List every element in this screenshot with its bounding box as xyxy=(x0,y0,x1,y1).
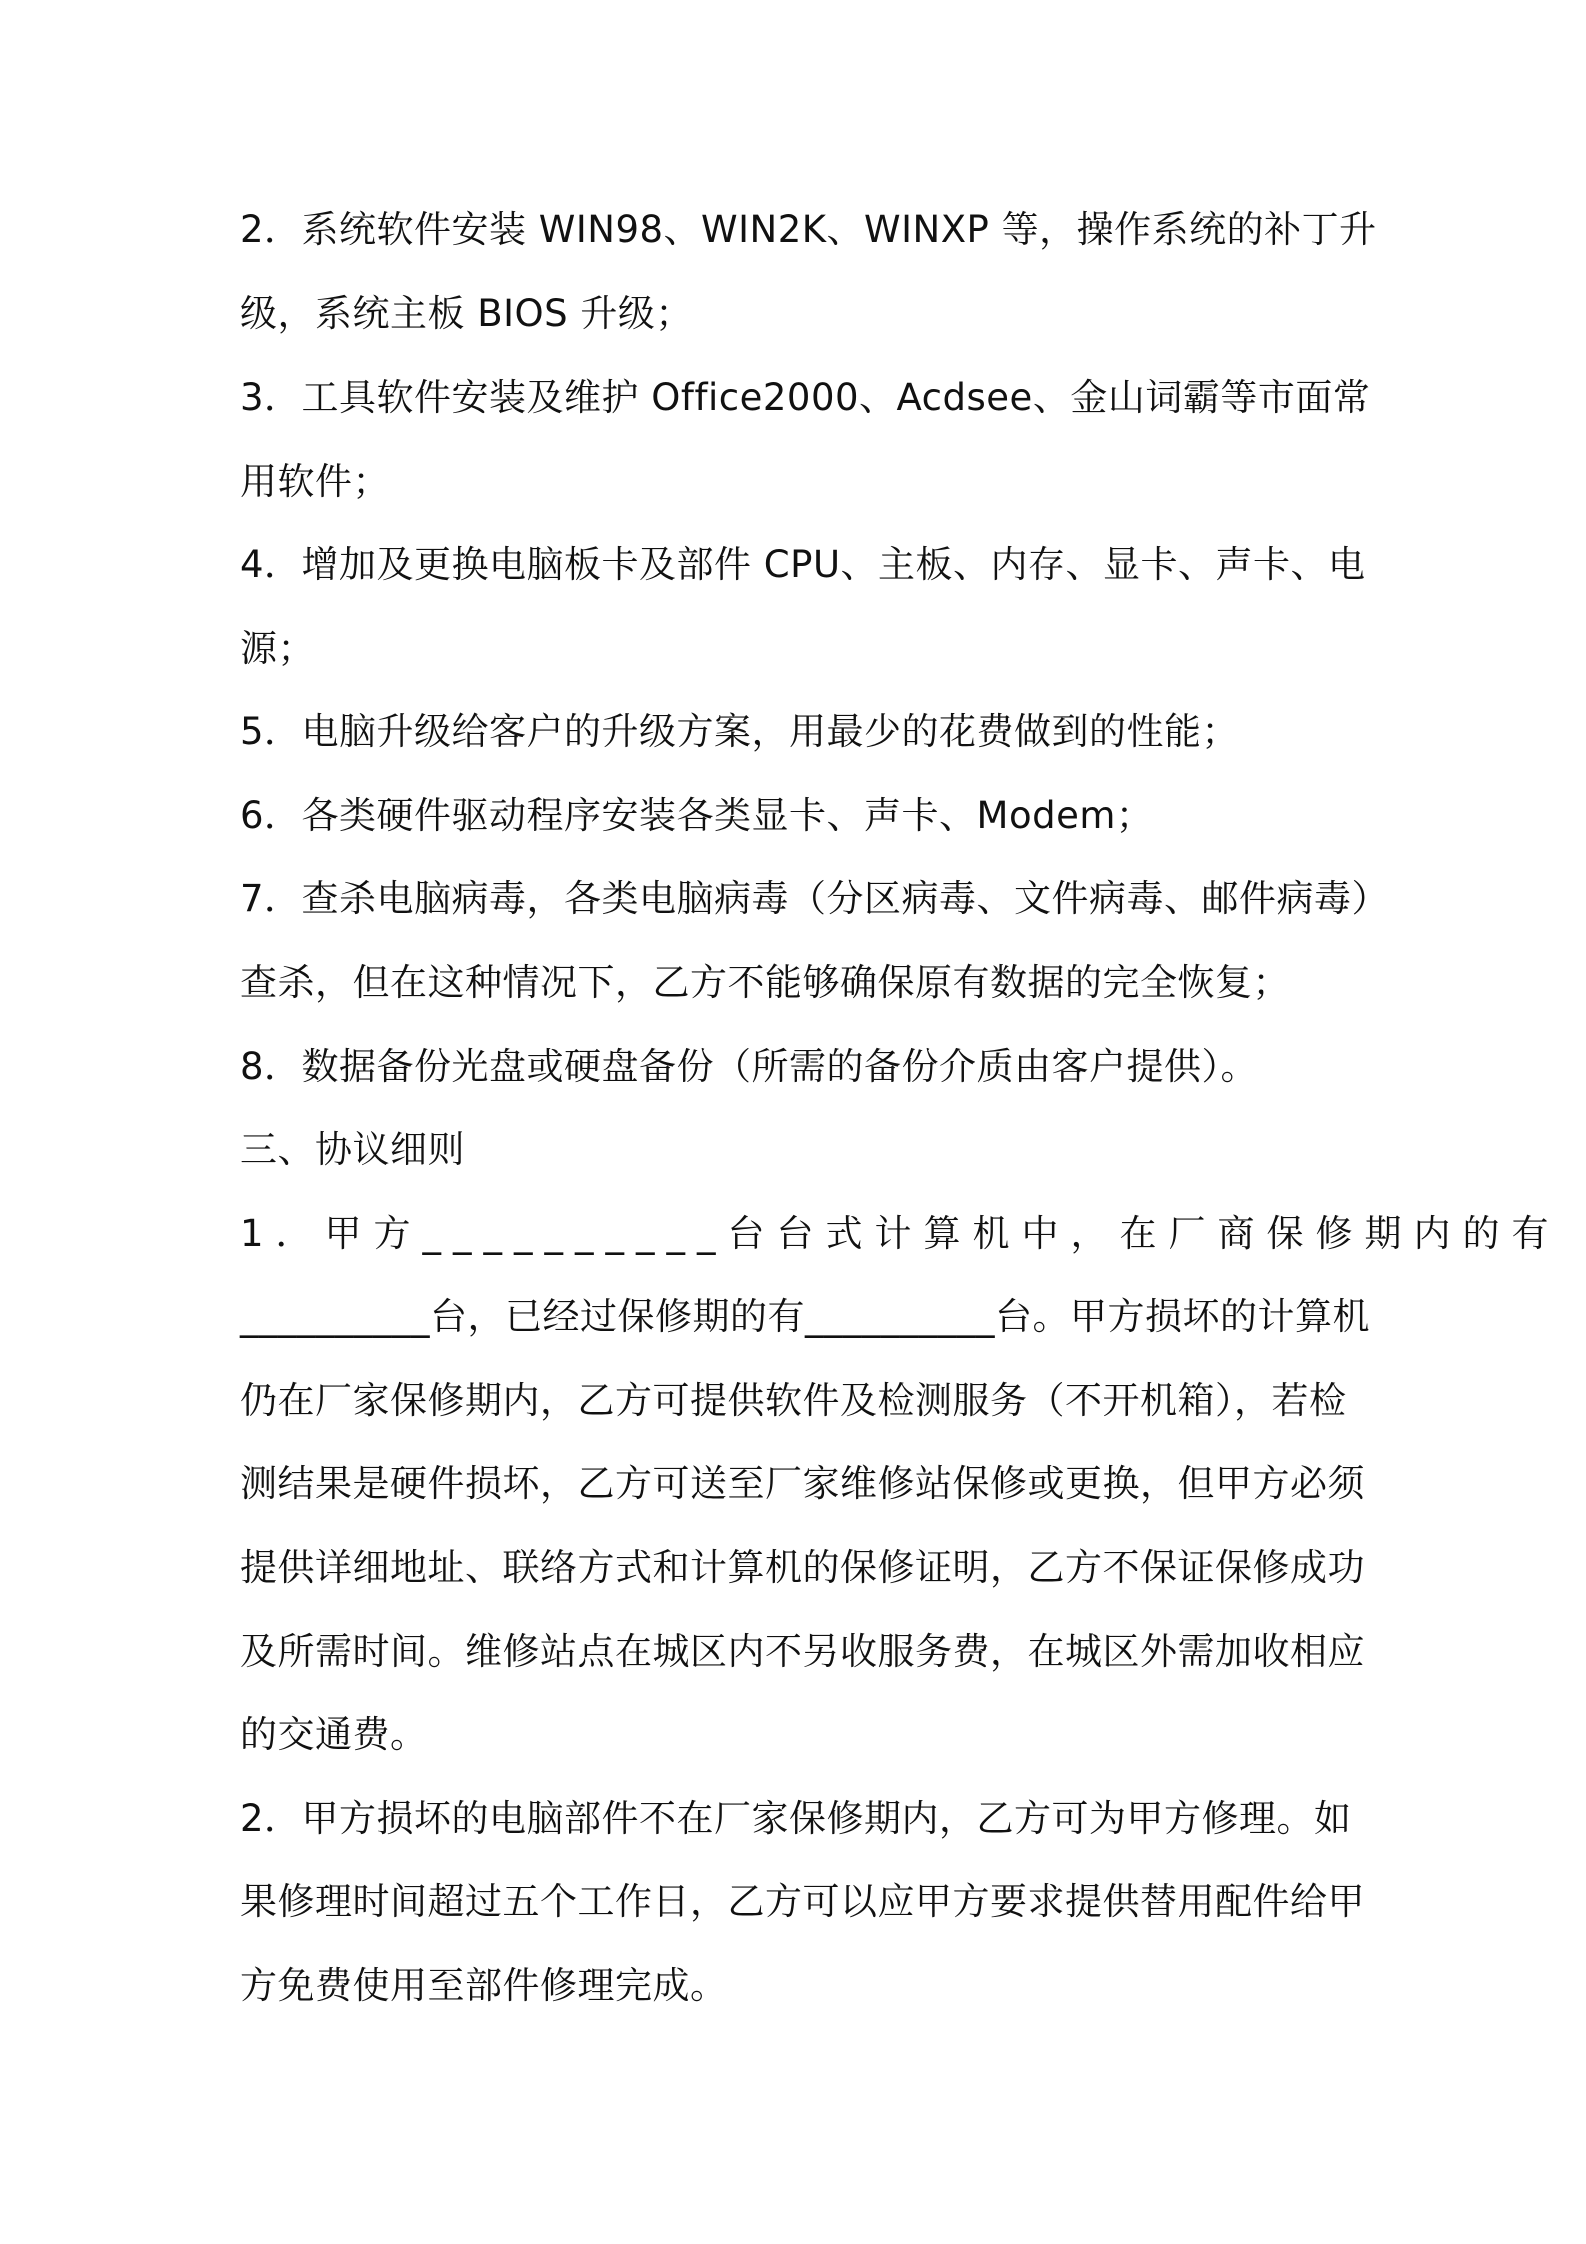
text-line: 4．增加及更换电脑板卡及部件 CPU、主板、内存、显卡、声卡、电 xyxy=(240,543,1366,586)
text-line: 的交通费。 xyxy=(240,1713,428,1756)
text-line: 级，系统主板 BIOS 升级； xyxy=(240,292,693,335)
text-line: 源； xyxy=(240,627,315,670)
text-line: 6．各类硬件驱动程序安装各类显卡、声卡、Modem； xyxy=(240,794,1154,837)
text-line: 及所需时间。维修站点在城区内不另收服务费，在城区外需加收相应 xyxy=(240,1630,1365,1673)
text-line: 5．电脑升级给客户的升级方案，用最少的花费做到的性能； xyxy=(240,710,1240,753)
text-line: 用软件； xyxy=(240,460,390,503)
section-heading: 三、协议细则 xyxy=(240,1128,465,1171)
text-line: __________台，已经过保修期的有__________台。甲方损坏的计算机 xyxy=(240,1295,1370,1338)
text-line: 2．甲方损坏的电脑部件不在厂家保修期内，乙方可为甲方修理。如 xyxy=(240,1797,1352,1840)
text-line: 2．系统软件安装 WIN98、WIN2K、WINXP 等，操作系统的补丁升 xyxy=(240,208,1377,251)
text-line: 果修理时间超过五个工作日，乙方可以应甲方要求提供替用配件给甲 xyxy=(240,1880,1365,1923)
text-line: 7．查杀电脑病毒，各类电脑病毒（分区病毒、文件病毒、邮件病毒） xyxy=(240,877,1390,920)
text-line: 查杀，但在这种情况下，乙方不能够确保原有数据的完全恢复； xyxy=(240,961,1290,1004)
text-line: 方免费使用至部件修理完成。 xyxy=(240,1964,728,2007)
text-line: 仍在厂家保修期内，乙方可提供软件及检测服务（不开机箱），若检 xyxy=(240,1379,1347,1422)
text-line: 测结果是硬件损坏，乙方可送至厂家维修站保修或更换，但甲方必须 xyxy=(240,1462,1365,1505)
text-line: 8．数据备份光盘或硬盘备份（所需的备份介质由客户提供）。 xyxy=(240,1045,1259,1088)
text-line: 1．甲方__________台台式计算机中，在厂商保修期内的有 xyxy=(240,1212,1561,1255)
text-line: 提供详细地址、联络方式和计算机的保修证明，乙方不保证保修成功 xyxy=(240,1546,1365,1589)
text-line: 3．工具软件安装及维护 Office2000、Acdsee、金山词霸等市面常 xyxy=(240,376,1371,419)
